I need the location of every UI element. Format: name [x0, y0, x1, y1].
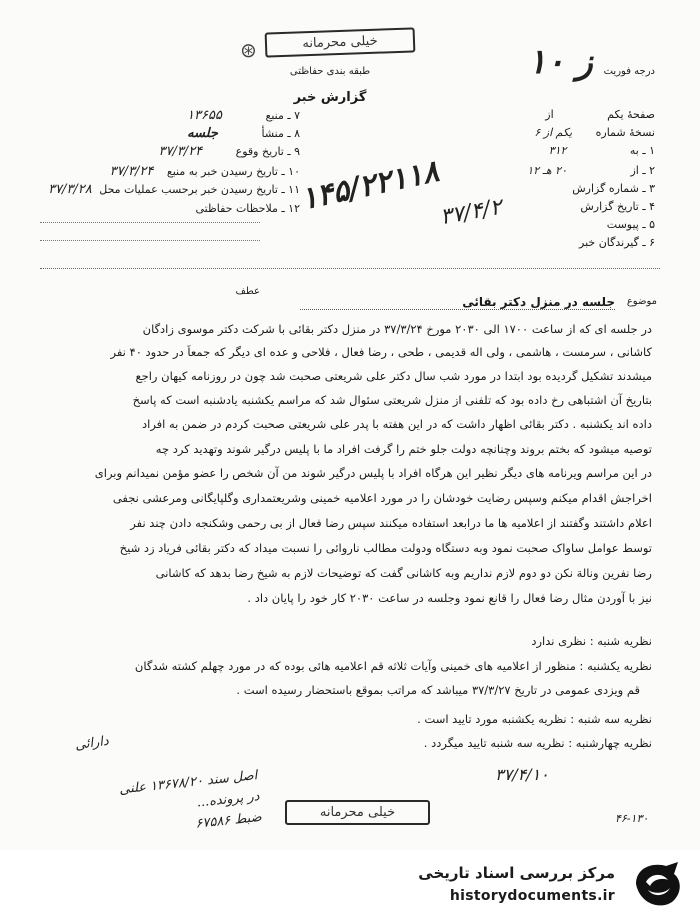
- classification-stamp-bottom: [285, 800, 430, 825]
- field-copy-number: [400, 126, 655, 139]
- field-label: ۶ ـ گیرندگان خبر: [579, 236, 655, 249]
- body-line: توسط عوامل ساواک صحبت نمود وبه دستگاه ودولت مطالب ناروائی را نسبت میداد که دکتر بقائی فریاد زد شیخ: [119, 541, 652, 555]
- field-received-date: [40, 164, 300, 179]
- divider: [40, 240, 260, 241]
- footer-org-name: مرکز بررسی اسناد تاریخی: [418, 864, 615, 882]
- field-value: از: [545, 108, 554, 121]
- handwritten-margin-note: [28, 768, 263, 849]
- body-line: نیز با آوردن مثال رضا فعال را قانع نمود وجلسه در ساعت ۲۰۳۰ کار خود را پایان داد .: [247, 591, 652, 605]
- body-line: رضا نفرین ونالة نکن دو دوم لازم نداریم وبه کاشانی گفت که توضیحات لازم به شیخ رضا بدهد که کاشانی: [155, 566, 652, 580]
- field-label: ۱۱ ـ تاریخ رسیدن خبر برحسب عملیات محل: [99, 183, 300, 196]
- field-value: ۳۷/۳/۲۸: [48, 182, 92, 197]
- field-value: یکم از ۶: [534, 126, 573, 139]
- field-label: ۱۲ ـ ملاحظات حفاظتی: [195, 202, 300, 215]
- body-line: توصیه میشود که بختم بروند وچنانچه دولت جلو ختم را گرفت افراد ما با پلیس درگیر شوند وتهدید کرد چه: [155, 442, 652, 456]
- priority-label: درجه فوریت: [603, 66, 655, 77]
- field-value: ۳۷/۳/۲۴: [158, 144, 203, 159]
- field-source: [40, 108, 300, 123]
- field-label: ۱۰ ـ تاریخ رسیدن خبر به منبع: [166, 165, 300, 178]
- field-value: ۱۳۶۵۵: [187, 108, 222, 123]
- body-line: اخراجش اقدام میکنم وسپس رضایت خودشان را در مورد اعلامیه خمینی وشریعتمداری وگلپایگانی ومرعشی نجفی: [112, 491, 652, 505]
- stamp-top-text: خیلی محرمانه: [302, 33, 378, 52]
- field-occurrence-date: [40, 144, 300, 159]
- field-label: ۵ ـ پیوست: [606, 218, 655, 231]
- margin-line: اصل سند ۱۳۶۷۸/۲۰ علنی: [118, 768, 258, 798]
- priority-handwritten: ۱۰ ز: [528, 42, 593, 82]
- field-label: نسخهٔ شماره: [595, 126, 655, 139]
- field-value: ۳۷/۳/۲۴: [109, 164, 154, 179]
- field-operation-date: [40, 182, 300, 197]
- margin-line: ضبط ۶۷۵۸۶: [194, 809, 263, 832]
- field-attachment: [400, 218, 655, 231]
- field-label: صفحهٔ یکم: [607, 108, 655, 121]
- footer-url: historydocuments.ir: [449, 888, 615, 904]
- field-label: ۲ ـ از: [630, 164, 655, 177]
- field-page: [400, 108, 655, 121]
- stamp-bottom-text: خیلی محرمانه: [319, 805, 396, 820]
- note-wednesday: نظریه چهارشنبه : نظریه سه شنبه تایید میگردد .: [423, 736, 652, 750]
- field-label: ۹ ـ تاریخ وقوع: [235, 145, 300, 158]
- handwritten-bottom-code: ۴۶-۱۳۰: [615, 812, 649, 825]
- handwritten-top-left: دارائی: [74, 733, 110, 754]
- classification-stamp-top: [265, 27, 416, 57]
- body-line: در این مراسم ویرنامه های دیگر نظیر این هرگاه افراد با پلیس درگیر شوند من آن شخص را عضو مؤمن نمیدانم وبرای: [94, 466, 652, 480]
- field-value: ۲۰ هـ ۱۲: [527, 164, 567, 177]
- subject-value: جلسه در منزل دکتر بقائی: [300, 295, 615, 310]
- stamp-mark-icon: ⊛: [240, 38, 257, 62]
- note-tuesday: نظریه سه شنبه : نظریه یکشنبه مورد تایید است .: [417, 712, 652, 726]
- field-value: ۳۱۲: [548, 144, 567, 157]
- attachment-ref-label: عطف: [235, 286, 260, 297]
- note-sunday-continued: قم ویزدی عمومی در تاریخ ۳۷/۳/۲۷ میباشد که مراتب بموقع باستحضار رسیده است .: [236, 683, 640, 697]
- archive-logo-icon: [628, 858, 690, 910]
- handwritten-date-right: ۳۷/۴/۱۰: [495, 765, 549, 784]
- field-label: ۳ ـ شماره گزارش: [572, 182, 655, 195]
- note-sunday: نظریه یکشنبه : منظور از اعلامیه های خمینی وآیات ثلاثه قم اعلامیه هائی بوده که در مورد چهلم کشته شدگان: [134, 659, 652, 673]
- field-to: [400, 144, 655, 157]
- body-line: کاشانی ، سرمست ، هاشمی ، ولی اله قدیمی ، طحی ، رضا فعال ، فلاحی و عده ای دیگر که جمعاً در حدود ۴۰ نفر: [110, 345, 652, 359]
- margin-line: در پرونده...: [196, 789, 261, 811]
- classification-label: طبقه بندی حفاظتی: [289, 66, 371, 77]
- field-label: ۱ ـ به: [629, 144, 655, 157]
- field-label: ۴ ـ تاریخ گزارش: [580, 200, 655, 213]
- field-value: جلسه: [187, 126, 218, 141]
- field-security-notes: [40, 202, 300, 215]
- handwritten-registration-number: ۱۴۵/۲۲۱۱۸: [297, 153, 442, 218]
- note-saturday: نظریه شنبه : نظری ندارد: [531, 634, 652, 648]
- report-type-title: گزارش خبر: [293, 90, 367, 105]
- body-line: در جلسه ای که از ساعت ۱۷۰۰ الی ۲۰۳۰ مورخ ۳۷/۳/۲۴ در منزل دکتر بقائی با شرکت دکتر موسوی زادگان: [142, 322, 652, 336]
- body-line: میشدند تشکیل گردیده بود ابتدا در مورد شب سال دکتر علی شریعتی صحبت شد چون در روزنامه کیهان راجع: [135, 369, 652, 383]
- field-origin: [40, 126, 300, 141]
- body-line: اعلام داشتند وگفتند از اعلامیه ها ما درابعد استفاده میکنند سپس رضا فعال از بی رحمی وشکنجه دادن چند نفر: [130, 516, 652, 530]
- footer-bar: [0, 850, 700, 918]
- subject-label: موضوع: [626, 296, 657, 307]
- field-label: ۸ ـ منشأ: [261, 127, 300, 140]
- handwritten-registration-date: ۳۷/۴/۲: [438, 194, 504, 231]
- body-line: داده اند یکشنبه . دکتر بقائی اظهار داشت که در این هفته با پدر علی شریعتی صحبت کردم در ضمن به افراد: [142, 417, 652, 431]
- divider: [40, 222, 260, 223]
- field-label: ۷ ـ منبع: [265, 109, 300, 122]
- divider: [40, 268, 660, 269]
- body-line: بتاریخ آن اشتباهی رخ داده بود که تلفنی از منزل شریعتی سئوال شد که مراسم یکشنبه یادشنبه است که پاسخ: [132, 393, 652, 407]
- field-recipients: [400, 236, 655, 249]
